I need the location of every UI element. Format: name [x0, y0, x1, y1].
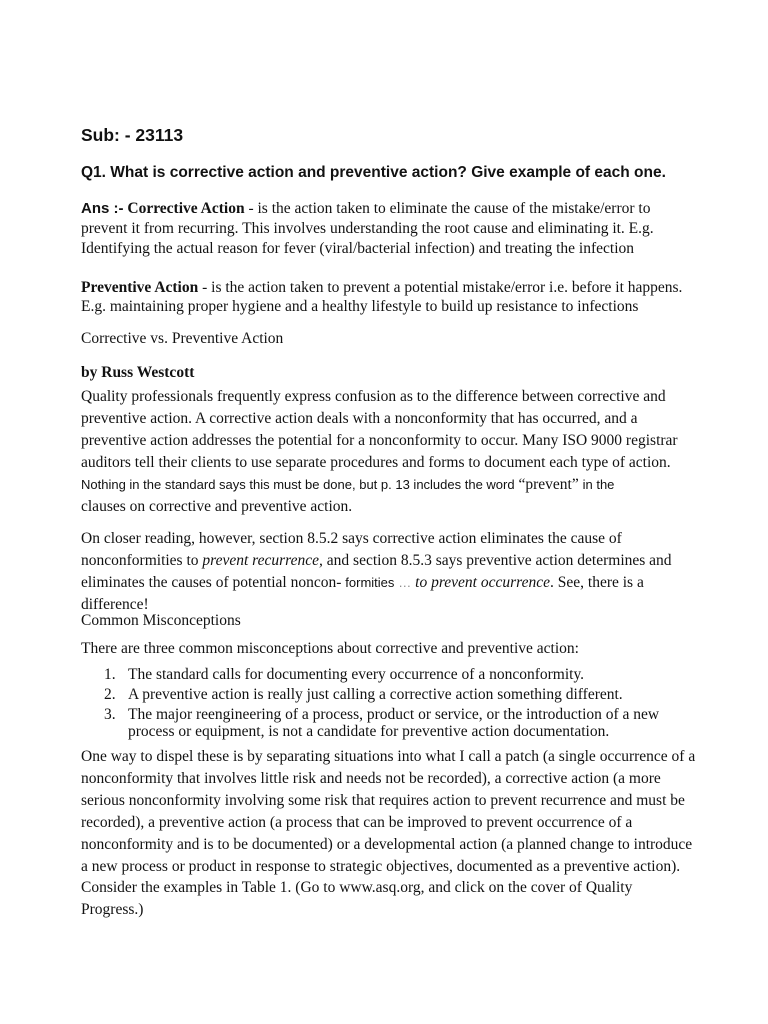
- corrective-action-term: Corrective Action: [127, 200, 245, 217]
- list-intro: There are three common misconceptions about corrective and preventive action:: [81, 640, 579, 657]
- paragraph-line: nonconformity and is to be documented) or a developmental action (a planned change to introduce: [81, 836, 693, 853]
- list-number: 2.: [104, 686, 116, 703]
- paragraph-line: [81, 551, 672, 571]
- preventive-action-term: Preventive Action: [81, 279, 199, 296]
- article-byline: by Russ Westcott: [81, 364, 195, 381]
- paragraph-line: Progress.): [81, 901, 144, 918]
- paragraph-line: nonconformity that involves little risk and needs not be recorded), a corrective action (a more: [81, 770, 661, 787]
- list-number: 3.: [104, 706, 116, 723]
- paragraph-text: and section 8.5.3 says preventive action determines and: [326, 552, 672, 569]
- paragraph-text: eliminates the causes of potential noncon-: [81, 574, 342, 591]
- paragraph-line: clauses on corrective and preventive action.: [81, 498, 353, 515]
- paragraph-line: serious nonconformity involving some risk that requires action to prevent recurrence and must be: [81, 792, 685, 809]
- answer-text: - is the action taken to eliminate the cause of the mistake/error to: [248, 200, 651, 217]
- answer-label: Ans :-: [81, 200, 124, 217]
- answer-line: [81, 278, 682, 298]
- paragraph-text: . See, there is a: [550, 574, 644, 591]
- paragraph-line: difference!: [81, 596, 149, 613]
- section-heading: Common Misconceptions: [81, 612, 241, 629]
- answer-line: Identifying the actual reason for fever (viral/bacterial infection) and treating the infection: [81, 240, 635, 257]
- answer-line: prevent it from recurring. This involves understanding the root cause and eliminating it. E.g.: [81, 220, 654, 237]
- paragraph-line: recorded), a preventive action (a process that can be improved to prevent occurrence of a: [81, 814, 633, 831]
- list-item-text: The major reengineering of a process, product or service, or the introduction of a new: [128, 706, 660, 723]
- list-number: 1.: [104, 666, 116, 683]
- ellipsis: …: [398, 575, 412, 590]
- paragraph-line: One way to dispel these is by separating situations into what I call a patch (a single occurrence of a: [81, 748, 696, 765]
- paragraph-text: in the: [582, 477, 615, 492]
- paragraph-line: On closer reading, however, section 8.5.2 says corrective action eliminates the cause of: [81, 530, 622, 547]
- paragraph-text: nonconformities to: [81, 552, 199, 569]
- article-title: Corrective vs. Preventive Action: [81, 330, 284, 347]
- paragraph-line: Consider the examples in Table 1. (Go to www.asq.org, and click on the cover of Quality: [81, 879, 633, 896]
- paragraph-line: preventive action. A corrective action deals with a nonconformity that has occurred, and a: [81, 410, 638, 427]
- emphasis-text: to prevent occurrence: [415, 574, 551, 591]
- list-item-text: The standard calls for documenting every occurrence of a nonconformity.: [128, 666, 585, 683]
- paragraph-line: preventive action addresses the potential for a nonconformity to occur. Many ISO 9000 registrar: [81, 432, 678, 449]
- list-item-text: A preventive action is really just calling a corrective action something different.: [128, 686, 623, 703]
- subject-heading: Sub: - 23113: [81, 125, 184, 145]
- answer-line: [81, 199, 650, 219]
- paragraph-line: Quality professionals frequently express confusion as to the difference between corrective and: [81, 388, 666, 405]
- answer-text: - is the action taken to prevent a potential mistake/error i.e. before it happens.: [202, 279, 683, 296]
- emphasis-text: prevent recurrence,: [202, 552, 323, 569]
- paragraph-text: formities: [345, 575, 395, 590]
- quoted-word: “prevent”: [518, 476, 579, 493]
- answer-line: E.g. maintaining proper hygiene and a healthy lifestyle to build up resistance to infections: [81, 298, 639, 315]
- paragraph-line: [81, 573, 644, 593]
- question-heading: Q1. What is corrective action and preventive action? Give example of each one.: [81, 164, 666, 181]
- paragraph-text: Nothing in the standard says this must be done, but p. 13 includes the word: [81, 477, 515, 492]
- list-item-text: process or equipment, is not a candidate for preventive action documentation.: [128, 723, 610, 740]
- paragraph-line: auditors tell their clients to use separate procedures and forms to document each type of action.: [81, 454, 671, 471]
- paragraph-line: a new process or product in response to strategic objectives, documented as a preventive action).: [81, 858, 681, 875]
- paragraph-line: [81, 475, 614, 495]
